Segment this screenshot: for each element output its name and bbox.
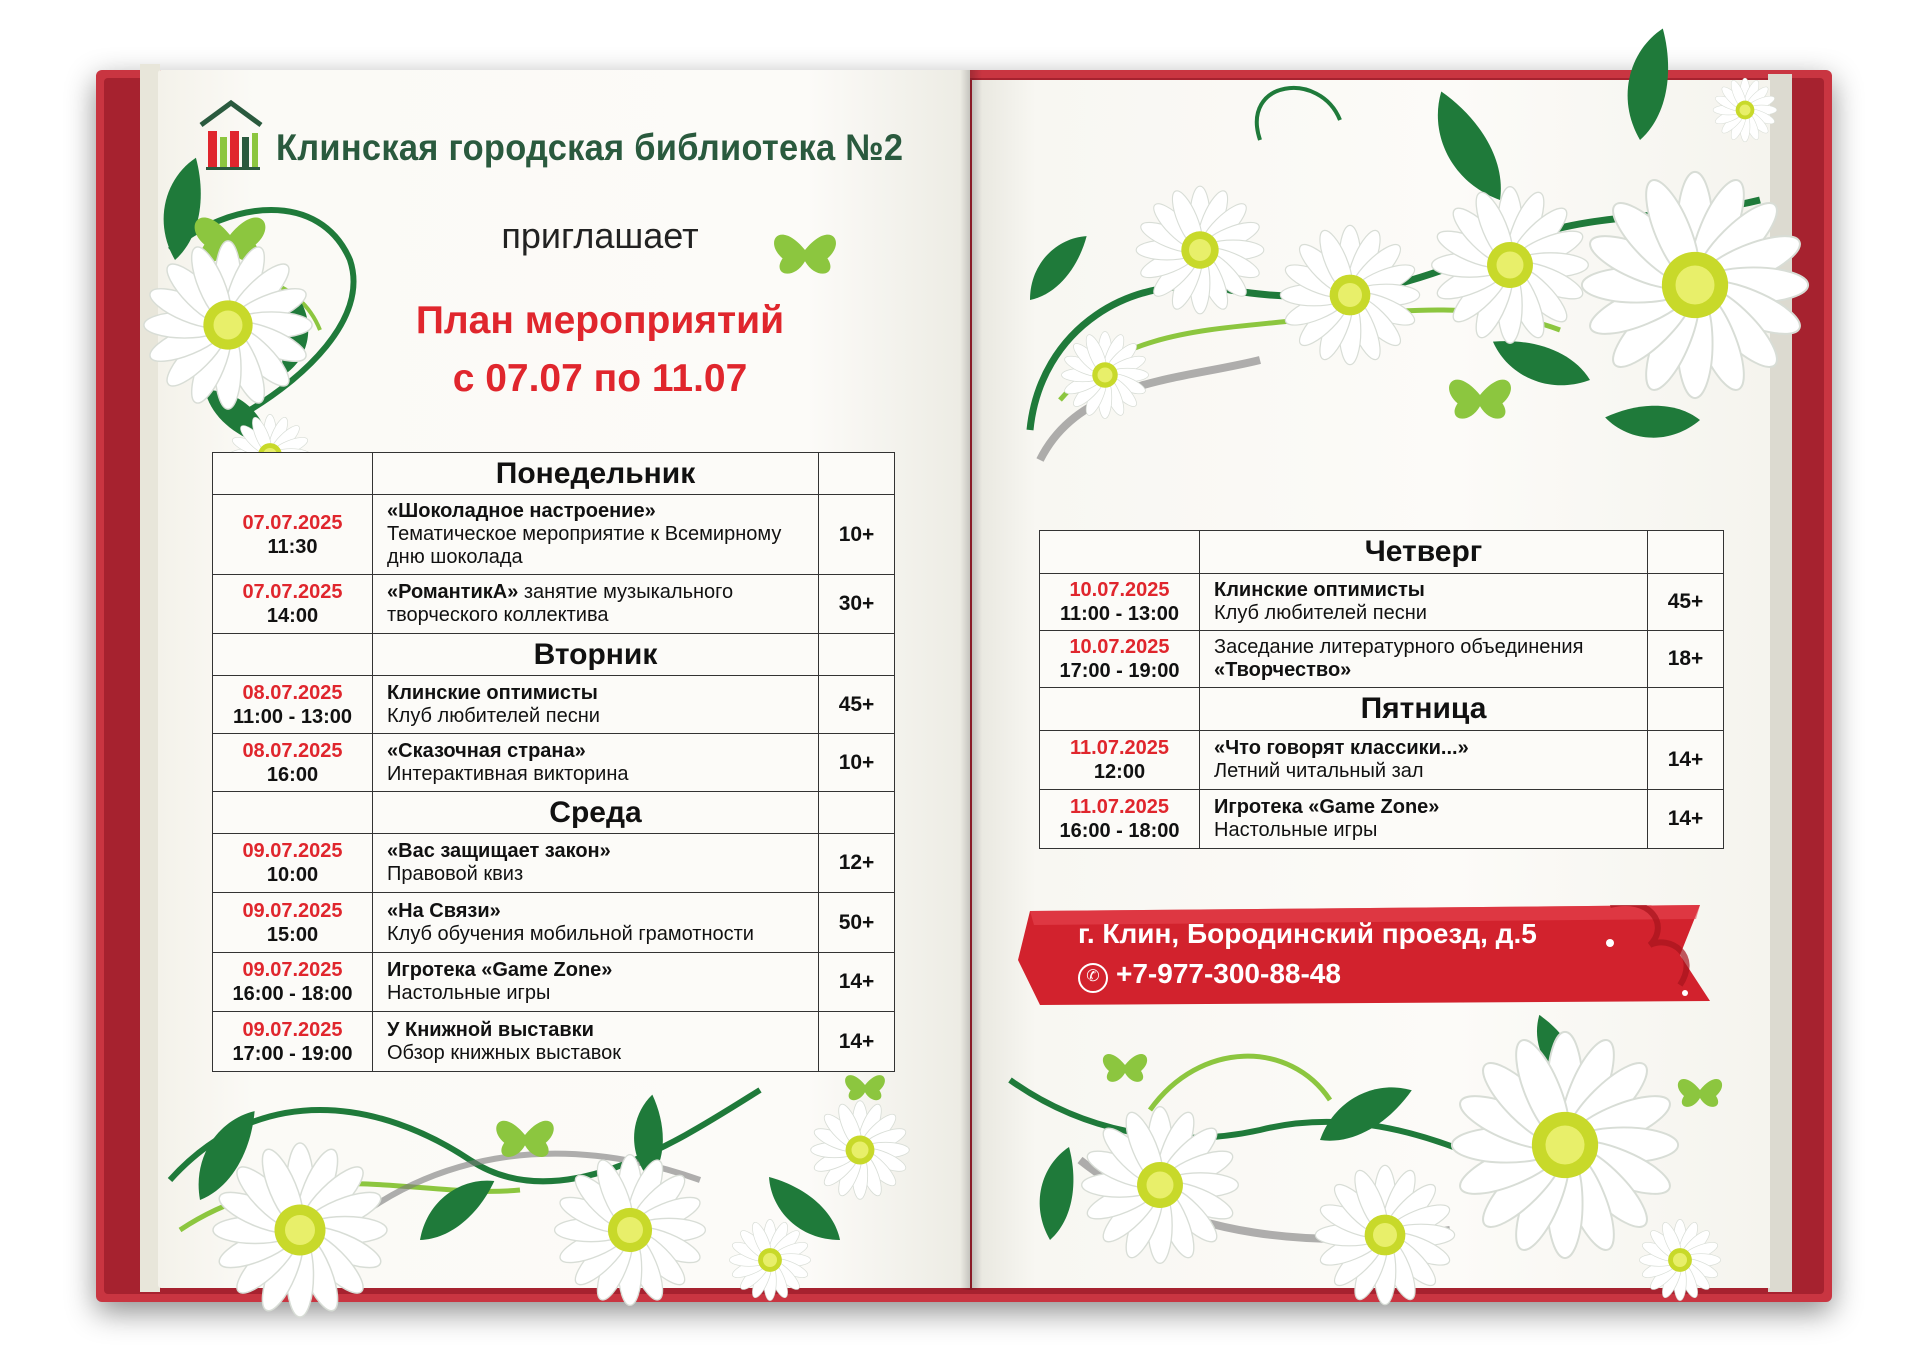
event-date: 11.07.2025 xyxy=(1070,796,1169,818)
age-rating: 30+ xyxy=(819,575,895,634)
event-time: 12:00 xyxy=(1093,761,1146,783)
age-rating: 12+ xyxy=(819,834,895,893)
library-logo xyxy=(198,95,938,175)
event-info xyxy=(1200,574,1648,631)
event-description: занятие музыкального творческого коллектива xyxy=(387,581,734,626)
age-rating: 45+ xyxy=(1648,574,1724,631)
event-title: «На Связи» xyxy=(387,899,501,922)
empty-cell xyxy=(1648,688,1724,731)
event-title: «Шоколадное настроение» xyxy=(387,500,656,522)
event-title: «Что говорят классики...» xyxy=(1214,737,1469,759)
empty-cell xyxy=(819,792,895,834)
day-row xyxy=(1040,688,1724,731)
empty-cell xyxy=(819,453,895,495)
event-info xyxy=(1200,631,1648,688)
event-date: 10.07.2025 xyxy=(1069,636,1170,658)
event-description: Настольные игры xyxy=(1214,819,1378,841)
event-row xyxy=(1040,631,1724,688)
phone-icon: ✆ xyxy=(1078,963,1108,993)
event-datetime xyxy=(213,893,373,953)
event-description: Клуб обучения мобильной грамотности xyxy=(387,922,754,945)
event-time: 15:00 xyxy=(266,923,319,946)
event-title: Игротека «Game Zone» xyxy=(1214,796,1440,818)
event-time: 11:00 - 13:00 xyxy=(1060,603,1179,625)
event-date: 09.07.2025 xyxy=(242,959,343,981)
event-time: 14:00 xyxy=(266,605,319,627)
day-row xyxy=(213,634,895,676)
event-info xyxy=(373,575,819,634)
event-description: Летний читальный зал xyxy=(1214,760,1424,782)
event-time: 11:00 - 13:00 xyxy=(233,705,352,728)
age-rating: 14+ xyxy=(1648,731,1724,790)
event-time: 10:00 xyxy=(266,864,319,886)
event-row xyxy=(213,676,895,734)
event-datetime xyxy=(213,834,373,893)
empty-cell xyxy=(213,792,373,834)
page-title xyxy=(360,292,840,408)
event-description: Тематическое мероприятие к Всемирному дню шоколада xyxy=(387,523,782,568)
age-rating: 14+ xyxy=(819,1012,895,1072)
title-line-2: с 07.07 по 11.07 xyxy=(452,357,748,400)
event-row xyxy=(213,893,895,953)
event-row xyxy=(213,575,895,634)
age-rating: 45+ xyxy=(819,676,895,734)
event-time: 16:00 - 18:00 xyxy=(1059,820,1180,842)
age-rating: 50+ xyxy=(819,893,895,953)
schedule-table-left xyxy=(212,452,895,1072)
event-time: 11:30 xyxy=(267,535,318,558)
event-datetime xyxy=(1040,631,1200,688)
day-heading: Среда xyxy=(373,792,819,834)
empty-cell xyxy=(213,453,373,495)
event-info xyxy=(373,834,819,893)
empty-cell xyxy=(213,634,373,676)
event-time: 16:00 - 18:00 xyxy=(232,983,353,1005)
event-datetime xyxy=(213,676,373,734)
event-description: Обзор книжных выставок xyxy=(387,1041,621,1064)
title-line-1: План мероприятий xyxy=(415,299,785,342)
day-row xyxy=(1040,531,1724,574)
empty-cell xyxy=(1648,531,1724,574)
event-date: 08.07.2025 xyxy=(242,739,343,762)
age-rating: 10+ xyxy=(819,734,895,792)
event-row xyxy=(213,953,895,1012)
event-datetime xyxy=(213,575,373,634)
event-title: «Сказочная страна» xyxy=(387,739,586,762)
day-heading: Вторник xyxy=(373,634,819,676)
event-description: Клуб любителей песни xyxy=(1214,602,1427,624)
age-rating: 14+ xyxy=(1648,790,1724,849)
page-edge-right xyxy=(1768,74,1792,1292)
event-date: 09.07.2025 xyxy=(242,840,343,862)
event-datetime xyxy=(1040,574,1200,631)
event-datetime xyxy=(1040,790,1200,849)
event-row xyxy=(213,734,895,792)
event-datetime xyxy=(1040,731,1200,790)
event-info xyxy=(373,893,819,953)
event-row xyxy=(213,834,895,893)
invites-text: приглашает xyxy=(501,215,699,256)
event-title: «Вас защищает закон» xyxy=(387,840,611,862)
age-rating: 14+ xyxy=(819,953,895,1012)
event-date: 08.07.2025 xyxy=(242,681,343,704)
event-title: Игротека «Game Zone» xyxy=(387,959,613,981)
library-house-icon xyxy=(198,95,264,175)
event-row xyxy=(213,495,895,575)
event-datetime xyxy=(213,1012,373,1072)
event-info xyxy=(373,495,819,575)
empty-cell xyxy=(1040,531,1200,574)
event-info xyxy=(373,1012,819,1072)
day-row xyxy=(213,453,895,495)
event-row xyxy=(1040,574,1724,631)
phone-row xyxy=(1078,958,1341,993)
day-heading: Четверг xyxy=(1200,531,1648,574)
day-heading: Пятница xyxy=(1200,688,1648,731)
book-spine xyxy=(960,70,982,1290)
event-time: 17:00 - 19:00 xyxy=(1059,660,1180,682)
schedule-table-right xyxy=(1039,530,1724,849)
event-date: 09.07.2025 xyxy=(242,899,343,922)
empty-cell xyxy=(819,634,895,676)
event-info xyxy=(373,676,819,734)
event-title: «РомантикА» xyxy=(387,581,519,603)
phone-number[interactable]: +7-977-300-88-48 xyxy=(1116,958,1341,989)
empty-cell xyxy=(1040,688,1200,731)
event-title: «Творчество» xyxy=(1214,659,1352,681)
event-date: 07.07.2025 xyxy=(242,511,343,534)
event-time: 16:00 xyxy=(266,763,319,786)
event-date: 10.07.2025 xyxy=(1069,579,1170,601)
event-info xyxy=(1200,731,1648,790)
age-rating: 18+ xyxy=(1648,631,1724,688)
event-description: Заседание литературного объединения xyxy=(1214,636,1584,658)
event-datetime xyxy=(213,495,373,575)
event-description: Настольные игры xyxy=(387,982,551,1004)
event-title: Клинские оптимисты xyxy=(387,681,598,704)
event-datetime xyxy=(213,953,373,1012)
event-date: 11.07.2025 xyxy=(1070,737,1169,759)
event-date: 09.07.2025 xyxy=(242,1018,343,1041)
day-row xyxy=(213,792,895,834)
event-description: Интерактивная викторина xyxy=(387,762,629,785)
event-date: 07.07.2025 xyxy=(242,581,343,603)
page-edge-left xyxy=(140,64,160,1292)
event-datetime xyxy=(213,734,373,792)
address: г. Клин, Бородинский проезд, д.5 xyxy=(1078,918,1537,949)
event-info xyxy=(373,953,819,1012)
event-description: Клуб любителей песни xyxy=(387,704,600,727)
event-title: У Книжной выставки xyxy=(387,1018,594,1041)
event-time: 17:00 - 19:00 xyxy=(232,1042,353,1065)
event-row xyxy=(213,1012,895,1072)
event-title: Клинские оптимисты xyxy=(1214,579,1425,601)
day-heading: Понедельник xyxy=(373,453,819,495)
event-info xyxy=(373,734,819,792)
library-name: Клинская городская библиотека №2 xyxy=(276,127,904,168)
event-row xyxy=(1040,731,1724,790)
event-description: Правовой квиз xyxy=(387,863,524,885)
age-rating: 10+ xyxy=(819,495,895,575)
event-row xyxy=(1040,790,1724,849)
event-info xyxy=(1200,790,1648,849)
